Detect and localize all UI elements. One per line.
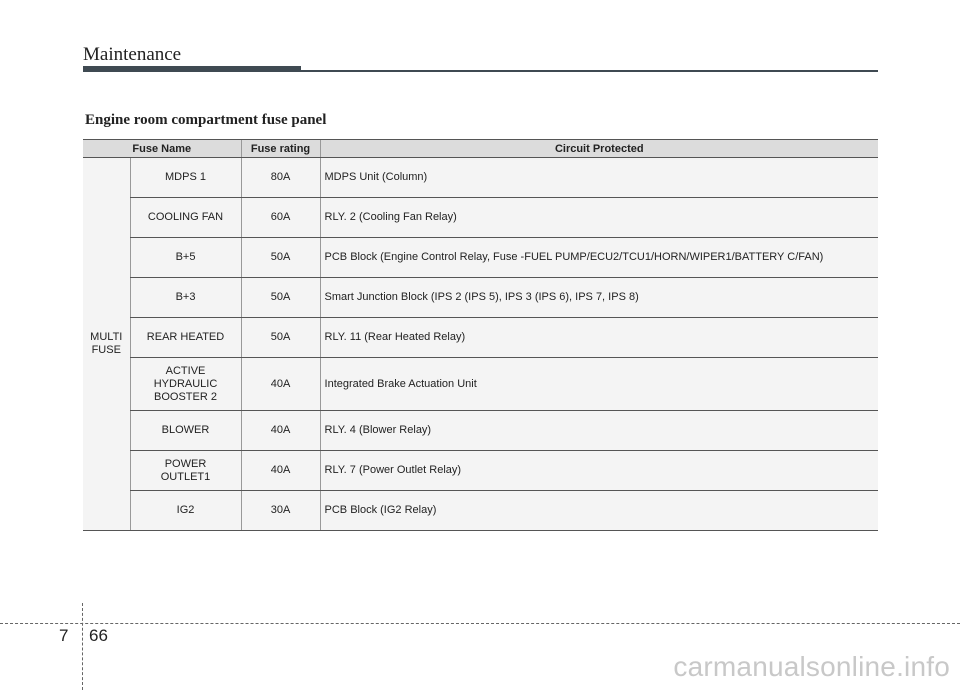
table-row: [83, 451, 878, 491]
fuse-rating-cell: 50A: [241, 318, 320, 358]
circuit-cell: RLY. 4 (Blower Relay): [320, 411, 878, 451]
fuse-name-cell: REAR HEATED: [130, 318, 241, 358]
page-number: 66: [89, 626, 108, 645]
fuse-name-cell: POWER OUTLET1: [130, 451, 241, 491]
circuit-cell: RLY. 11 (Rear Heated Relay): [320, 318, 878, 358]
circuit-cell: MDPS Unit (Column): [320, 158, 878, 198]
table-row: [83, 278, 878, 318]
header-rule-thick: [83, 66, 301, 72]
fuse-name-cell: IG2: [130, 491, 241, 531]
fuse-rating-cell: 80A: [241, 158, 320, 198]
table-row: [83, 411, 878, 451]
table-row: [83, 318, 878, 358]
table-header-row: [83, 140, 878, 158]
fuse-rating-cell: 50A: [241, 238, 320, 278]
column-header-fuse-rating: Fuse rating: [241, 140, 320, 158]
circuit-cell: PCB Block (IG2 Relay): [320, 491, 878, 531]
table-row: [83, 491, 878, 531]
table-row: [83, 238, 878, 278]
fuse-table: [83, 139, 878, 531]
section-title: Engine room compartment fuse panel: [85, 112, 327, 128]
footer-dashed-divider: [82, 603, 83, 690]
fuse-rating-cell: 30A: [241, 491, 320, 531]
fuse-name-cell: ACTIVE HYDRAULIC BOOSTER 2: [130, 358, 241, 411]
fuse-name-cell: BLOWER: [130, 411, 241, 451]
group-label: MULTI FUSE: [90, 331, 123, 356]
footer-dashed-rule: [0, 623, 960, 624]
fuse-rating-cell: 60A: [241, 198, 320, 238]
column-header-fuse-name: Fuse Name: [83, 140, 241, 158]
fuse-name-cell: COOLING FAN: [130, 198, 241, 238]
fuse-rating-cell: 40A: [241, 451, 320, 491]
circuit-cell: Integrated Brake Actuation Unit: [320, 358, 878, 411]
page-header-title: Maintenance: [83, 44, 182, 65]
fuse-name-cell: B+5: [130, 238, 241, 278]
group-cell-multi-fuse: [83, 158, 130, 531]
fuse-rating-cell: 50A: [241, 278, 320, 318]
table-row: [83, 198, 878, 238]
circuit-cell: Smart Junction Block (IPS 2 (IPS 5), IPS 3 (IPS 6), IPS 7, IPS 8): [320, 278, 878, 318]
watermark: carmanualsonline.info: [673, 651, 950, 682]
circuit-cell: RLY. 7 (Power Outlet Relay): [320, 451, 878, 491]
circuit-cell: RLY. 2 (Cooling Fan Relay): [320, 198, 878, 238]
chapter-number: 7: [59, 626, 69, 645]
table-row: [83, 358, 878, 411]
header-rule-thin: [301, 70, 878, 72]
fuse-rating-cell: 40A: [241, 358, 320, 411]
table-row: [83, 158, 878, 198]
fuse-rating-cell: 40A: [241, 411, 320, 451]
fuse-name-cell: MDPS 1: [130, 158, 241, 198]
circuit-cell: PCB Block (Engine Control Relay, Fuse -FUEL PUMP/ECU2/TCU1/HORN/WIPER1/BATTERY C/FAN): [320, 238, 878, 278]
fuse-name-cell: B+3: [130, 278, 241, 318]
column-header-circuit-protected: Circuit Protected: [320, 140, 878, 158]
